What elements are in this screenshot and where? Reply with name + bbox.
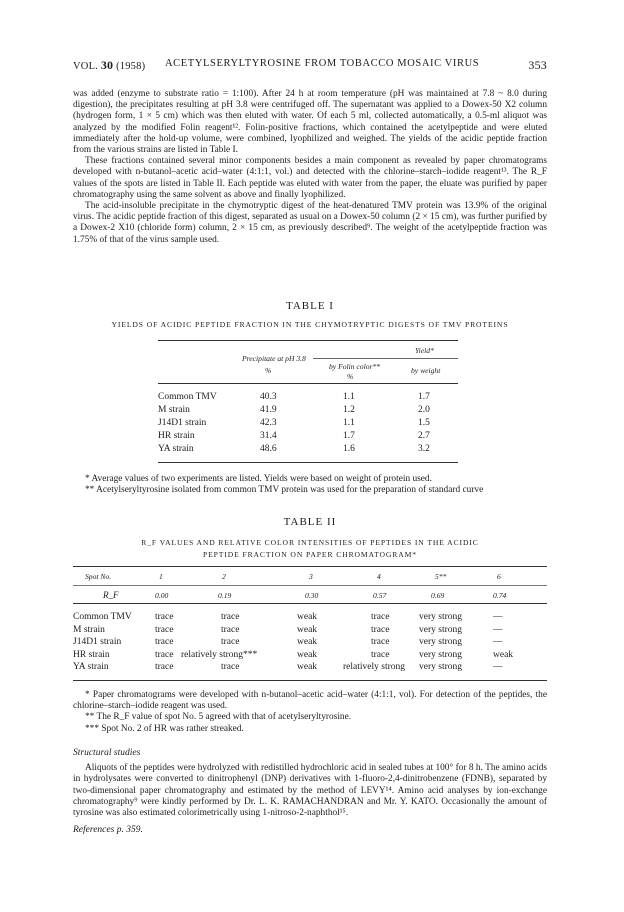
table2-cell-intensity: — xyxy=(493,662,503,672)
table1-cell-weight: 3.2 xyxy=(418,444,430,454)
paragraph-1: was added (enzyme to substrate ratio = 1:100). After 24 h at room temperature (pH was maintained at 7.8 ~ 8.0 during digestion), the precipitates resulting at pH 3.8 were centrifuged off. The supernatant was applied to a Dowex-50 X2 column (hydrogen form, 1 × 5 cm) which was then eluted with water. Of each 5 ml, collected automatically, a 0.5-ml aliquot was analyzed by the modified Folin reagent¹². Folin-positive fractions, which contained the acetylpeptide and were eluted immediately after the hold-up volume, were combined, lyophilized and weighed. The yields of the acidic peptide fraction from the various strains are listed in Table I. xyxy=(73,89,547,156)
table2-spot-number: 1 xyxy=(159,572,163,581)
table1-subtitle: YIELDS OF ACIDIC PEPTIDE FRACTION IN THE CHYMOTRYPTIC DIGESTS OF TMV PROTEINS xyxy=(111,320,509,329)
table2-cell-intensity: weak xyxy=(297,637,318,647)
table2-cell-strain: M strain xyxy=(73,624,105,635)
table2-cell-intensity: trace xyxy=(221,662,240,672)
table2-cell-intensity: trace xyxy=(221,612,240,622)
volume-info: VOL. 30 (1958) xyxy=(73,58,146,72)
table1-col-precipitate-unit: % xyxy=(265,366,272,375)
table2-cell-strain: YA strain xyxy=(73,662,109,672)
table1-header-rule xyxy=(158,383,458,384)
table1-cell-strain: J14D1 strain xyxy=(158,418,207,428)
table2-spot-label: Spot No. xyxy=(85,572,112,581)
table2-cell-intensity: trace xyxy=(155,637,174,647)
table2-footnote-2: ** The R_F value of spot No. 5 agreed with that of acetylseryltyrosine. xyxy=(85,712,352,723)
table1-footnotes xyxy=(73,474,547,496)
table2-rf-label: R_F xyxy=(103,590,119,600)
table2-cell-intensity: trace xyxy=(371,637,390,647)
table2-cell-intensity: trace xyxy=(371,612,390,622)
body-text xyxy=(73,89,547,246)
table2-cell-strain: HR strain xyxy=(73,649,110,660)
table1-cell-folin: 1.7 xyxy=(343,431,355,441)
references-note: References p. 359. xyxy=(73,825,143,836)
table2-cell-intensity: weak xyxy=(297,624,318,635)
table1-footnote-2: ** Acetylseryltyrosine isolated from common TMV protein was used for the preparation of standard curve xyxy=(85,485,484,496)
table1-cell-strain: YA strain xyxy=(158,444,194,454)
table1-col-precipitate: Precipitate at pH 3.8 xyxy=(242,354,306,363)
table1-cell-precipitate: 48.6 xyxy=(260,444,277,454)
table2-cell-intensity: — xyxy=(493,612,503,622)
table2-cell-intensity: trace xyxy=(155,624,174,635)
table1-yield-rule xyxy=(313,358,458,359)
table2-cell-intensity: very strong xyxy=(419,649,463,660)
table1-top-rule xyxy=(158,340,458,341)
table1-cell-weight: 1.5 xyxy=(418,418,430,428)
running-head xyxy=(73,58,547,74)
table2-rf-value: 0.57 xyxy=(373,591,387,600)
table2-rf-value: 0.74 xyxy=(493,591,507,600)
table1-caption: TABLE I xyxy=(286,300,334,312)
paragraph-3: The acid-insoluble precipitate in the chymotryptic digest of the heat-denatured TMV protein was 13.9% of the original virus. The acidic peptide fraction of this digest, separated as usual on a Dowex-50 column (2 × 15 cm), was further purified by a Dowex-2 X10 (chloride form) column, 2 × 15 cm, as previously described⁹. The weight of the acetylpeptide fraction was 1.75% of that of the virus sample used. xyxy=(73,201,547,245)
page-number: 353 xyxy=(528,58,547,72)
table2-cell-intensity: trace xyxy=(371,624,390,635)
table2-cell-intensity: weak xyxy=(297,612,318,622)
table1-cell-weight: 1.7 xyxy=(418,392,430,402)
table2-cell-intensity: trace xyxy=(155,649,174,660)
table2-footnotes xyxy=(73,690,547,735)
table1-cell-weight: 2.0 xyxy=(418,405,430,415)
table2-cell-intensity: — xyxy=(493,637,503,647)
table2-cell-intensity: relatively strong xyxy=(343,662,405,672)
table1-cell-precipitate: 40.3 xyxy=(260,392,277,402)
table1-col-folin: by Folin color** xyxy=(329,362,381,371)
table2-caption: TABLE II xyxy=(283,516,337,528)
table2-footnote-1: * Paper chromatograms were developed with n-butanol–acetic acid–water (4:1:1, vol). For detection of the peptides, the chlorine–starch–iodide reagent was used. xyxy=(73,690,547,712)
table2-footnote-3: *** Spot No. 2 of HR was rather streaked. xyxy=(85,723,244,734)
paragraph-2: These fractions contained several minor components besides a main component as revealed by paper chromatograms developed with n-butanol–acetic acid–water (4:1:1, vol.) and detected with the chlorine–starch–iodide reagent¹³. The R_F values of the spots are listed in Table II. Each peptide was eluted with water from the paper, the eluate was purified by paper chromatography using the same solvent as above and finally lyophilized. xyxy=(73,156,547,200)
table1-cell-folin: 1.1 xyxy=(343,418,355,428)
table2-mid-rule xyxy=(73,585,547,586)
table1-cell-folin: 1.6 xyxy=(343,444,355,454)
section-title: Structural studies xyxy=(73,748,141,758)
structural-studies-section xyxy=(73,748,547,836)
table2-top-rule xyxy=(73,566,547,567)
table1-cell-precipitate: 31.4 xyxy=(260,431,277,441)
table1-cell-strain: Common TMV xyxy=(158,392,217,402)
table2-spot-number: 3 xyxy=(309,572,313,581)
table1-cell-folin: 1.2 xyxy=(343,405,355,415)
table2-subtitle-line1: R_F VALUES AND RELATIVE COLOR INTENSITIES OF PEPTIDES IN THE ACIDIC xyxy=(141,538,479,547)
table2-cell-intensity: very strong xyxy=(419,624,463,635)
table1-cell-strain: M strain xyxy=(158,405,190,415)
table2-cell-intensity: trace xyxy=(155,662,174,672)
table2-cell-strain: J14D1 strain xyxy=(73,637,122,647)
table2-cell-intensity: very strong xyxy=(419,612,463,622)
table2-cell-intensity: — xyxy=(493,624,503,635)
table2-spot-number: 6 xyxy=(497,572,501,581)
table1-cell-folin: 1.1 xyxy=(343,392,355,402)
table1-col-folin-unit: % xyxy=(347,372,354,381)
table1-col-weight: by weight xyxy=(411,366,441,375)
table2-cell-strain: Common TMV xyxy=(73,612,132,622)
table2-rf-value: 0.30 xyxy=(305,591,319,600)
table1-cell-weight: 2.7 xyxy=(418,431,430,441)
table2-rf-value: 0.69 xyxy=(431,591,445,600)
table2-cell-intensity: trace xyxy=(371,649,390,660)
table2-subtitle-line2: PEPTIDE FRACTION ON PAPER CHROMATOGRAM* xyxy=(202,550,417,559)
table2-cell-intensity: very strong xyxy=(419,662,463,672)
running-title: ACETYLSERYLTYROSINE FROM TOBACCO MOSAIC VIRUS xyxy=(165,58,480,69)
table2-header-rule xyxy=(73,603,547,604)
section-text: Aliquots of the peptides were hydrolyzed with redistilled hydrochloric acid in sealed tubes at 100° for 8 h. The amino acids in hydrolysates were converted to dinitrophenyl (DNP) derivatives with 1-fluoro-2,4-dinitrobenzene (FDNB), separated by two-dimensional paper chromatography and estimated by the method of LEVY¹⁴. Amino acid analyses by ion-exchange chromatography⁹ were kindly performed by Dr. L. K. RAMACHANDRAN and Mr. Y. KATO. Occasionally the amount of tyrosine was also estimated colorimetrically using 1-nitroso-2-naphthol¹⁵. xyxy=(73,763,547,819)
table1-cell-precipitate: 42.3 xyxy=(260,418,277,428)
table2-cell-intensity: weak xyxy=(297,649,318,660)
table1-yield-header: Yield* xyxy=(415,346,434,355)
table2-subtitle-2 xyxy=(73,549,547,560)
table2-spot-number: 5** xyxy=(435,572,447,581)
table2-cell-intensity: trace xyxy=(155,612,174,622)
table2-cell-intensity: relatively strong*** xyxy=(181,649,258,660)
table2-rf-value: 0.00 xyxy=(155,591,169,600)
table1-cell-strain: HR strain xyxy=(158,431,195,441)
table2-rf-value: 0.19 xyxy=(218,591,232,600)
table2-cell-intensity: trace xyxy=(221,624,240,635)
table2-bottom-rule xyxy=(73,680,547,681)
table2-subtitle-1 xyxy=(73,537,547,548)
table1-bottom-rule xyxy=(158,462,458,463)
table2-cell-intensity: weak xyxy=(297,662,318,672)
table2-spot-number: 4 xyxy=(377,572,381,581)
table1-cell-precipitate: 41.9 xyxy=(260,405,277,415)
table2-spot-number: 2 xyxy=(222,572,226,581)
table2-cell-intensity: trace xyxy=(221,637,240,647)
table2-cell-intensity: weak xyxy=(493,649,514,660)
table2-cell-intensity: very strong xyxy=(419,637,463,647)
table1-footnote-1: * Average values of two experiments are listed. Yields were based on weight of protein used. xyxy=(85,474,432,484)
